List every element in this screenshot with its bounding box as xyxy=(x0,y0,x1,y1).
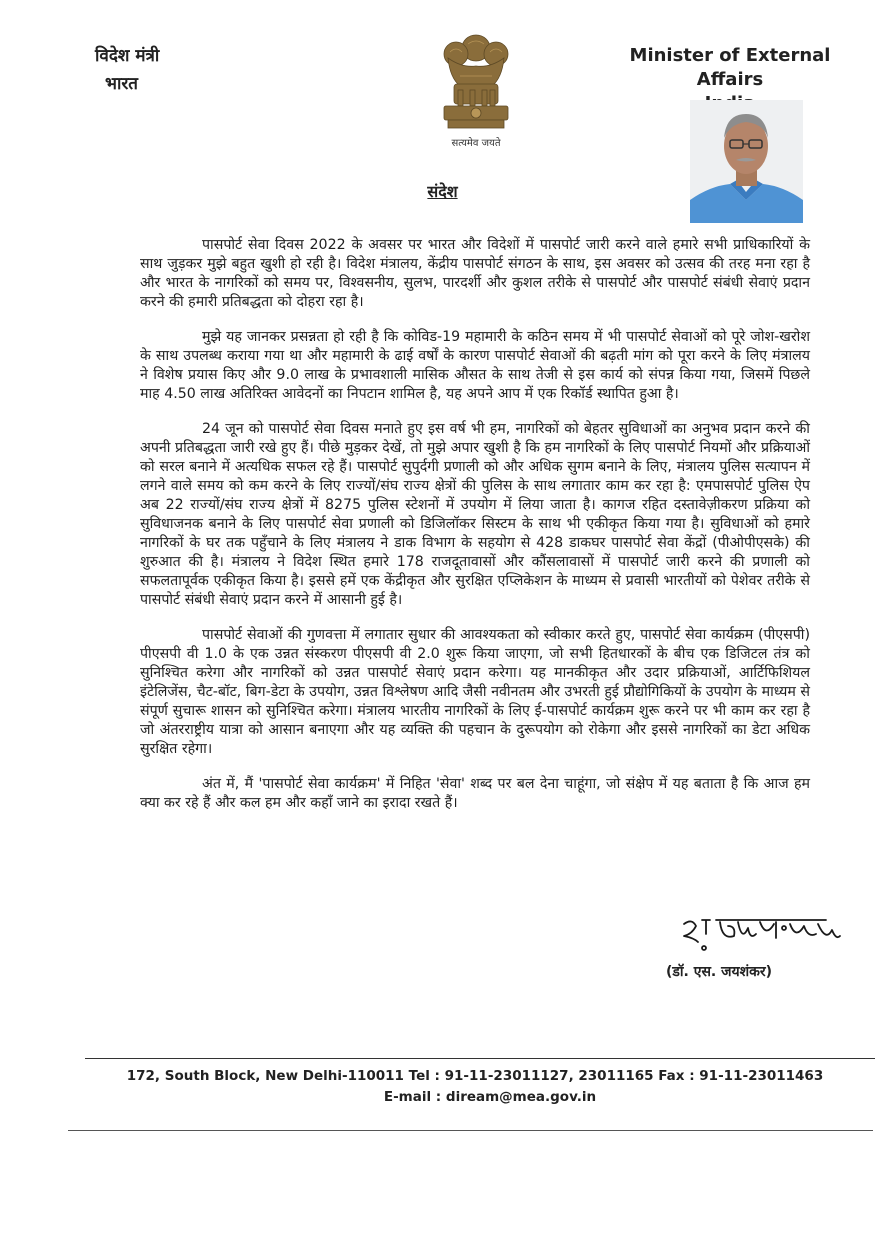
emblem-motto: सत्यमेव जयते xyxy=(451,138,501,149)
footer-email: E-mail : diream@mea.gov.in xyxy=(383,1089,597,1105)
paragraph-4: पासपोर्ट सेवाओं की गुणवत्ता में लगातार सुधार की आवश्यकता को स्वीकार करते हुए, पासपोर्ट सेवा कार्यक्रम (पीएसपी) पीएसपी वी 1.0 के एक उन्नत संस्करण पीएसपी वी 2.0 शुरू किया जाएगा, जो सभी हितधारकों के बीच एक डिजिटल तंत्र को सुनिश्चित करेगा और नागरिकों को उन्नत पासपोर्ट सेवाएं प्रदान करेगा। यह मानकीकृत और उदार प्रक्रियाओं, आर्टिफिशियल इंटेलिजेंस, चैट-बॉट, बिग-डेटा के उपयोग, उन्नत विश्लेषण आदि जैसी नवीनतम और उभरती हुई प्रौद्योगिकियों के उपयोग के माध्यम से संपूर्ण सुचारू शासन को सुनिश्चित करेगा। मंत्रालय भारतीय नागरिकों के लिए ई-पासपोर्ट कार्यक्रम शुरू करने पर भी काम कर रहा है जो अंतरराष्ट्रीय यात्रा को आसान बनाएगा और यह व्यक्ति की पहचान के दुरूपयोग को रोकेगा और इससे नागरिकों का डेटा अधिक सुरक्षित रहेगा। xyxy=(140,627,810,757)
paragraph-2: मुझे यह जानकर प्रसन्नता हो रही है कि कोविड-19 महामारी के कठिन समय में भी पासपोर्ट सेवाओं को पूरे जोश-खरोश के साथ उपलब्ध कराया गया था और महामारी के ढाई वर्षों के कारण पासपोर्ट सेवाओं की बढ़ती मांग को पूरा करने के लिए मंत्रालय ने विशेष प्रयास किए और 9.0 लाख के प्रभावशाली मासिक औसत के साथ तेजी से इस कार्य को संपन्न किया गया, जिसमें पिछले माह 4.50 लाख अतिरिक्त आवेदनों का निपटान शामिल है, यह अपने आप में एक रिकॉर्ड स्थापित हुआ है। xyxy=(140,329,810,402)
paragraph-1: पासपोर्ट सेवा दिवस 2022 के अवसर पर भारत और विदेशों में पासपोर्ट जारी करने वाले हमारे सभी प्राधिकारियों के साथ जुड़कर मुझे बहुत खुशी हो रही है। विदेश मंत्रालय, केंद्रीय पासपोर्ट संगठन के साथ, इस अवसर को उत्सव की तरह मना रहा है और भारत के नागरिकों को समय पर, विश्वसनीय, सुलभ, पारदर्शी और कुशल तरीके से पासपोर्ट और पासपोर्ट संबंधी सेवाएं प्रदान करने की हमारी प्रतिबद्धता को दोहरा रहा है। xyxy=(140,237,810,310)
letterhead-hindi-title: विदेश मंत्री xyxy=(95,46,160,66)
footer-rule-bottom xyxy=(68,1130,873,1131)
footer-address: 172, South Block, New Delhi-110011 Tel : 91-11-23011127, 23011165 Fax : 91-11-23011463 xyxy=(126,1068,824,1084)
paragraph-3: 24 जून को पासपोर्ट सेवा दिवस मनाते हुए इस वर्ष भी हम, नागरिकों को बेहतर सुविधाओं का अनुभव प्रदान करने की अपनी प्रतिबद्धता जारी रखे हुए हैं। पीछे मुड़कर देखें, तो मुझे अपार खुशी है कि हम नागरिकों के लिए पासपोर्ट नियमों और प्रक्रियाओं को सरल बनाने में अत्यधिक सफल रहे हैं। पासपोर्ट सुपुर्दगी प्रणाली को और अधिक सुगम बनाने के लिए, मंत्रालय पुलिस सत्यापन में लगने वाले समय को कम करने के लिए राज्यों/संघ राज्य क्षेत्रों की पुलिस के साथ लगातार काम कर रहा है: एमपासपोर्ट पुलिस ऐप अब 22 राज्यों/संघ राज्य क्षेत्रों में 8275 पुलिस स्टेशनों में उपयोग में लिया जाता है। कागज रहित दस्तावेज़ीकरण प्रक्रिया को सुविधाजनक बनाने के लिए पासपोर्ट सेवा प्रणाली को डिजिलॉकर सिस्टम के साथ भी एकीकृत किया गया है। सुविधाओं को हमारे नागरिकों के घर तक पहुँचाने के लिए मंत्रालय ने डाक विभाग के सहयोग से 428 डाकघर पासपोर्ट सेवा केंद्रों (पीओपीएसके) की शुरुआत की है। मंत्रालय ने विदेश स्थित हमारे 178 राजदूतावासों और कौंसलावासों में पासपोर्ट जारी करने की प्रणाली को सफलतापूर्वक एकीकृत किया है। इससे हमें एक केंद्रीकृत और सुरक्षित एप्लिकेशन के माध्यम से प्रवासी भारतीयों को पेशेवर तरीके से पासपोर्ट संबंधी सेवाएं प्रदान करने में आसानी हुई है। xyxy=(140,421,810,608)
letterhead-hindi xyxy=(95,42,159,98)
letter-title: संदेश xyxy=(427,182,458,201)
footer-rule-top xyxy=(85,1058,875,1059)
national-emblem-icon xyxy=(430,28,522,154)
paragraph-5: अंत में, मैं 'पासपोर्ट सेवा कार्यक्रम' में निहित 'सेवा' शब्द पर बल देना चाहूंगा, जो संक्षेप में यह बताता है कि आज हम क्या कर रहे हैं और कल हम और कहाँ जाने का इरादा रखते हैं। xyxy=(140,776,810,811)
handwritten-signature xyxy=(676,912,846,960)
letterhead-english-title: Minister of External Affairs xyxy=(629,45,831,90)
signatory-name: (डॉ. एस. जयशंकर) xyxy=(666,964,773,980)
letter-body xyxy=(140,236,810,829)
letterhead-hindi-country: भारत xyxy=(105,74,138,94)
minister-photo xyxy=(690,100,803,223)
letterhead-footer xyxy=(0,1066,885,1108)
